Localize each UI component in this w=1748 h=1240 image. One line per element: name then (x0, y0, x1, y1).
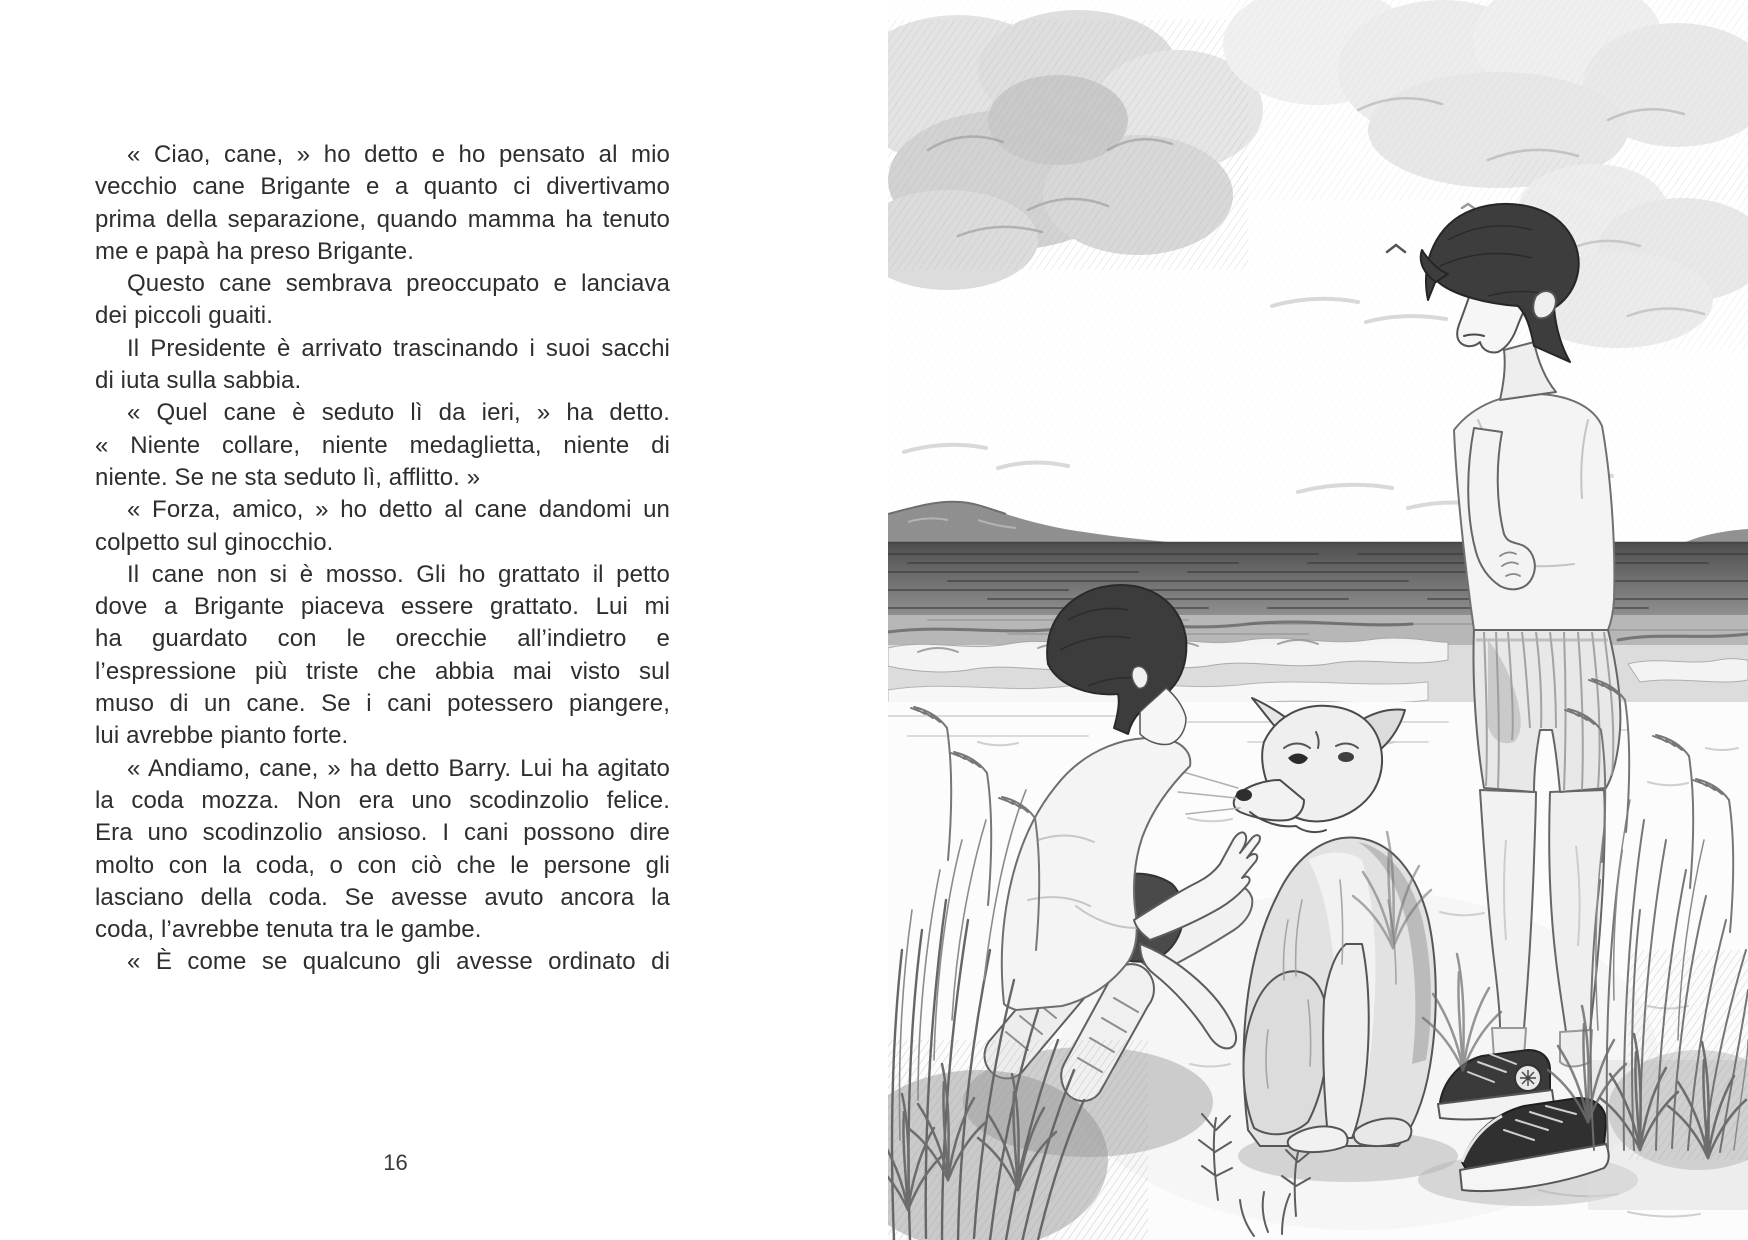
text-line: Era uno scodinzolio ansioso. I cani possono dire (95, 819, 670, 847)
text-line: lui avrebbe pianto forte. (95, 722, 349, 750)
text-line: ha guardato con le orecchie all’indietro e (95, 625, 670, 653)
text-line: « È come se qualcuno gli avesse ordinato di (127, 948, 670, 976)
paragraph (95, 559, 670, 753)
text-line: muso di un cane. Se i cani potessero piangere, (95, 690, 670, 718)
paragraph (95, 946, 670, 978)
text-line: l’espressione più triste che abbia mai visto sul (95, 657, 670, 685)
paragraph (95, 139, 670, 268)
text-line: la coda mozza. Non era uno scodinzolio felice. (95, 786, 670, 814)
text-line: colpetto sul ginocchio. (95, 528, 334, 556)
cloud-bank-left (888, 10, 1263, 290)
paragraph (95, 333, 670, 398)
page-number: 16 (383, 1150, 408, 1175)
text-line: Il Presidente è arrivato trascinando i suoi sacchi (127, 334, 670, 362)
text-line: coda, l’avrebbe tenuta tra le gambe. (95, 916, 482, 944)
sky (888, 0, 1748, 543)
text-line: prima della separazione, quando mamma ha tenuto (95, 205, 670, 233)
text-line: « Andiamo, cane, » ha detto Barry. Lui ha agitato (127, 754, 670, 782)
dog-nose (1236, 789, 1252, 801)
text-line: lasciano della coda. Se avesse avuto ancora la (95, 883, 670, 911)
text-line: « Quel cane è seduto lì da ieri, » ha detto. (127, 399, 670, 427)
text-column (95, 139, 670, 979)
paragraph (95, 397, 670, 494)
paragraph (95, 753, 670, 947)
text-line: « Ciao, cane, » ho detto e ho pensato al mio (127, 141, 670, 168)
dog-eye (1338, 752, 1354, 762)
beach-illustration (888, 0, 1748, 1240)
text-line: me e papà ha preso Brigante. (95, 237, 415, 265)
text-line: dei piccoli guaiti. (95, 302, 273, 330)
text-line: niente. Se ne sta seduto lì, afflitto. » (95, 463, 481, 491)
text-line: « Forza, amico, » ho detto al cane dandomi un (127, 496, 670, 524)
text-line: Il cane non si è mosso. Gli ho grattato il petto (127, 560, 670, 588)
text-line: dove a Brigante piaceva essere grattato. Lui mi (95, 593, 670, 621)
text-line: « Niente collare, niente medaglietta, niente di (95, 431, 670, 459)
text-line: molto con la coda, o con ciò che le persone gli (95, 851, 670, 879)
paragraph (95, 494, 670, 559)
text-line: di iuta sulla sabbia. (95, 367, 302, 395)
text-line: vecchio cane Brigante e a quanto ci divertivamo (95, 173, 670, 201)
text-line: Questo cane sembrava preoccupato e lanciava (127, 270, 670, 298)
paragraph (95, 268, 670, 333)
